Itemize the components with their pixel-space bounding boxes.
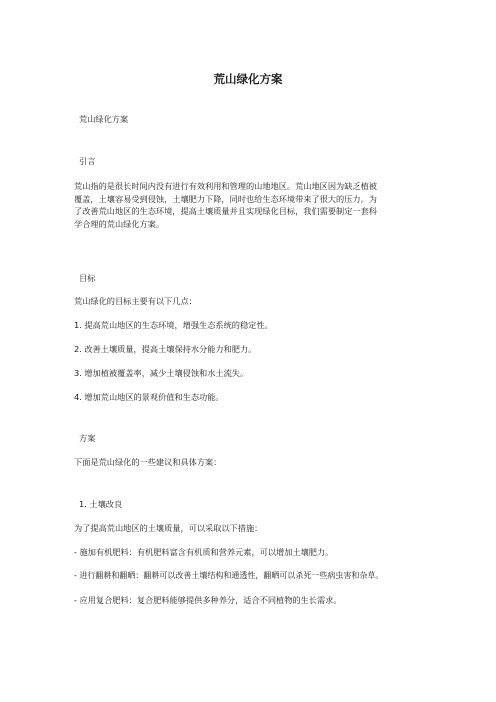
intro-line: 覆盖，土壤容易受到侵蚀，土壤肥力下降，同时也给生态环境带来了很大的压力。为: [74, 193, 377, 204]
section1-item: - 施加有机肥料：有机肥料富含有机质和营养元素，可以增加土壤肥力。: [74, 547, 334, 557]
intro-heading: 引言: [79, 156, 96, 166]
section1-heading: 1. 土壤改良: [79, 499, 123, 509]
section1-lead: 为了提高荒山地区的土壤质量，可以采取以下措施：: [74, 523, 263, 533]
goals-lead: 荒山绿化的目标主要有以下几点：: [74, 296, 197, 306]
document-subtitle: 荒山绿化方案: [79, 114, 129, 124]
section1-item: - 应用复合肥料：复合肥料能够提供多种养分，适合不同植物的生长需求。: [74, 595, 342, 605]
intro-line: 荒山指的是很长时间内没有进行有效利用和管理的山地地区。荒山地区因为缺乏植被: [74, 181, 377, 191]
document-title: 荒山绿化方案: [213, 72, 283, 86]
intro-line: 了改善荒山地区的生态环境，提高土壤质量并且实现绿化目标，我们需要制定一套科: [74, 206, 377, 216]
plan-heading: 方案: [79, 433, 96, 443]
intro-line: 学合理的荒山绿化方案。: [74, 218, 165, 229]
goals-heading: 目标: [79, 273, 96, 283]
intro-paragraph: [74, 180, 434, 230]
goal-item: 2. 改善土壤质量，提高土壤保持水分能力和肥力。: [74, 344, 257, 354]
plan-lead: 下面是荒山绿化的一些建议和具体方案：: [74, 457, 222, 467]
goal-item: 1. 提高荒山地区的生态环境，增强生态系统的稳定性。: [74, 320, 273, 330]
goal-item: 4. 增加荒山地区的景观价值和生态功能。: [74, 392, 224, 402]
section1-item: - 进行翻耕和翻晒：翻耕可以改善土壤结构和通透性，翻晒可以杀死一些病虫害和杂草。: [74, 571, 384, 580]
goal-item: 3. 增加植被覆盖率，减少土壤侵蚀和水土流失。: [74, 368, 249, 378]
